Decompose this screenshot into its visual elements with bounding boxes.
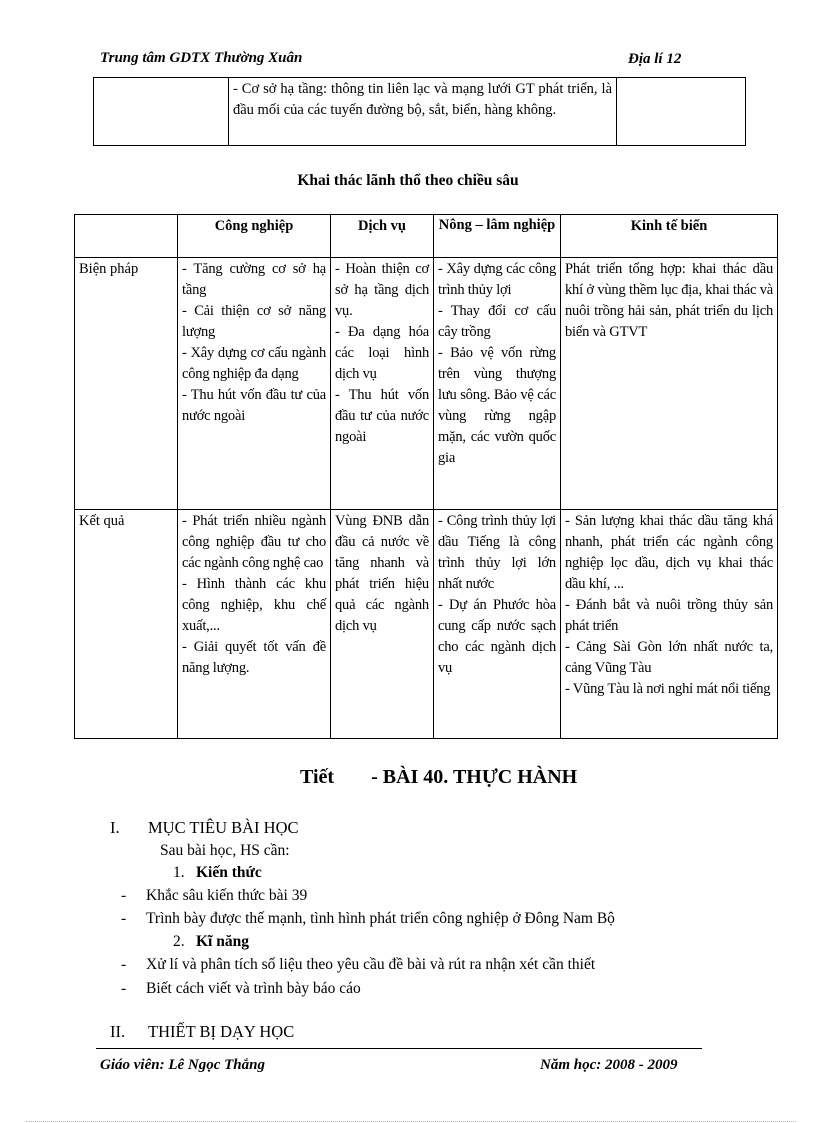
table-header-agri-forestry: Nông – lâm nghiệp (434, 215, 561, 258)
knowledge-bullet: - (121, 910, 127, 927)
row-label-results: Kết quả (75, 510, 178, 739)
header-school: Trung tâm GDTX Thường Xuân (100, 50, 303, 66)
footer-rule (96, 1048, 702, 1049)
section-ii-number: II. (110, 1022, 126, 1041)
exploitation-table (74, 214, 778, 739)
knowledge-item: Khắc sâu kiến thức bài 39 (146, 887, 308, 904)
knowledge-item: Trình bày được thế mạnh, tình hình phát triển công nghiệp ở Đông Nam Bộ (146, 910, 615, 927)
header-subject: Địa lí 12 (628, 51, 682, 67)
sub1-title: Kiến thức (196, 864, 262, 881)
measures-services-cell: - Hoàn thiện cơ sở hạ tầng dịch vụ. - Đa dạng hóa các loại hình dịch vụ - Thu hút vốn đầu tư của nước ngoài (331, 258, 434, 510)
top-table-text: - Cơ sở hạ tầng: thông tin liên lạc và mạng lưới GT phát triển, là đầu mối của các tuyến đường bộ, sắt, biển, hàng không. (229, 78, 617, 146)
measures-marine-cell: Phát triển tổng hợp: khai thác dầu khí ở vùng thềm lục địa, khai thác và nuôi trồng hải sản, phát triển du lịch biển và GTVT (561, 258, 778, 510)
skill-bullet: - (121, 956, 127, 973)
skill-item: Xử lí và phân tích số liệu theo yêu cầu đề bài và rút ra nhận xét cần thiết (146, 956, 596, 973)
footer-teacher: Giáo viên: Lê Ngọc Thắng (100, 1057, 265, 1073)
row-label-measures: Biện pháp (75, 258, 178, 510)
lesson-title-main: - BÀI 40. THỰC HÀNH (371, 766, 578, 788)
sub2-number: 2. (173, 933, 185, 950)
table-header-marine-economy: Kinh tế biển (561, 215, 778, 258)
lesson-title-prefix: Tiết (300, 766, 335, 788)
sub1-number: 1. (173, 864, 185, 881)
results-marine-cell: - Sản lượng khai thác dầu tăng khá nhanh, phát triển các ngành công nghiệp lọc dầu, dịch vụ khai thác dầu khí, ... - Đánh bắt và nuôi trồng thủy sản phát triển - Cảng Sài Gòn lớn nhất nước ta, cảng Vũng Tàu - Vũng Tàu là nơi nghỉ mát nổi tiếng (561, 510, 778, 739)
footer-year: Năm học: 2008 - 2009 (540, 1057, 678, 1073)
sub2-title: Kĩ năng (196, 933, 249, 950)
page-edge-divider (26, 1121, 796, 1122)
skill-bullet: - (121, 980, 127, 997)
lesson-title (300, 766, 577, 789)
top-table (93, 77, 746, 146)
top-table-empty-right (617, 78, 746, 146)
section-i-number: I. (110, 818, 120, 837)
skill-item: Biết cách viết và trình bày báo cáo (146, 980, 361, 997)
section-title: Khai thác lãnh thổ theo chiều sâu (297, 172, 519, 189)
section-ii-title: THIẾT BỊ DẠY HỌC (148, 1022, 295, 1041)
results-services-cell: Vùng ĐNB dẫn đầu cả nước về tăng nhanh và phát triển hiệu quả các ngành dịch vụ (331, 510, 434, 739)
measures-agri-cell: - Xây dựng các công trình thủy lợi - Thay đổi cơ cấu cây trồng - Bảo vệ vốn rừng trên vùng thượng lưu sông. Bảo vệ các vùng rừng ngập mặn, các vườn quốc gia (434, 258, 561, 510)
knowledge-bullet: - (121, 887, 127, 904)
measures-industry-cell: - Tăng cường cơ sở hạ tầng - Cải thiện cơ sở năng lượng - Xây dựng cơ cấu ngành công nghiệp đa dạng - Thu hút vốn đầu tư của nước ngoài (178, 258, 331, 510)
table-header-industry: Công nghiệp (178, 215, 331, 258)
results-agri-cell: - Công trình thủy lợi dầu Tiếng là công trình thủy lợi lớn nhất nước - Dự án Phước hòa cung cấp nước sạch cho các ngành dịch vụ (434, 510, 561, 739)
top-table-empty-left (94, 78, 229, 146)
table-row (75, 258, 778, 510)
table-row (75, 510, 778, 739)
section-i-title: MỤC TIÊU BÀI HỌC (148, 818, 299, 837)
results-industry-cell: - Phát triển nhiều ngành công nghiệp đầu tư cho các ngành công nghệ cao - Hình thành các khu công nghiệp, khu chế xuất,... - Giải quyết tốt vấn đề năng lượng. (178, 510, 331, 739)
table-header-empty (75, 215, 178, 258)
table-header-services: Dịch vụ (331, 215, 434, 258)
intro-text: Sau bài học, HS cần: (160, 842, 290, 859)
